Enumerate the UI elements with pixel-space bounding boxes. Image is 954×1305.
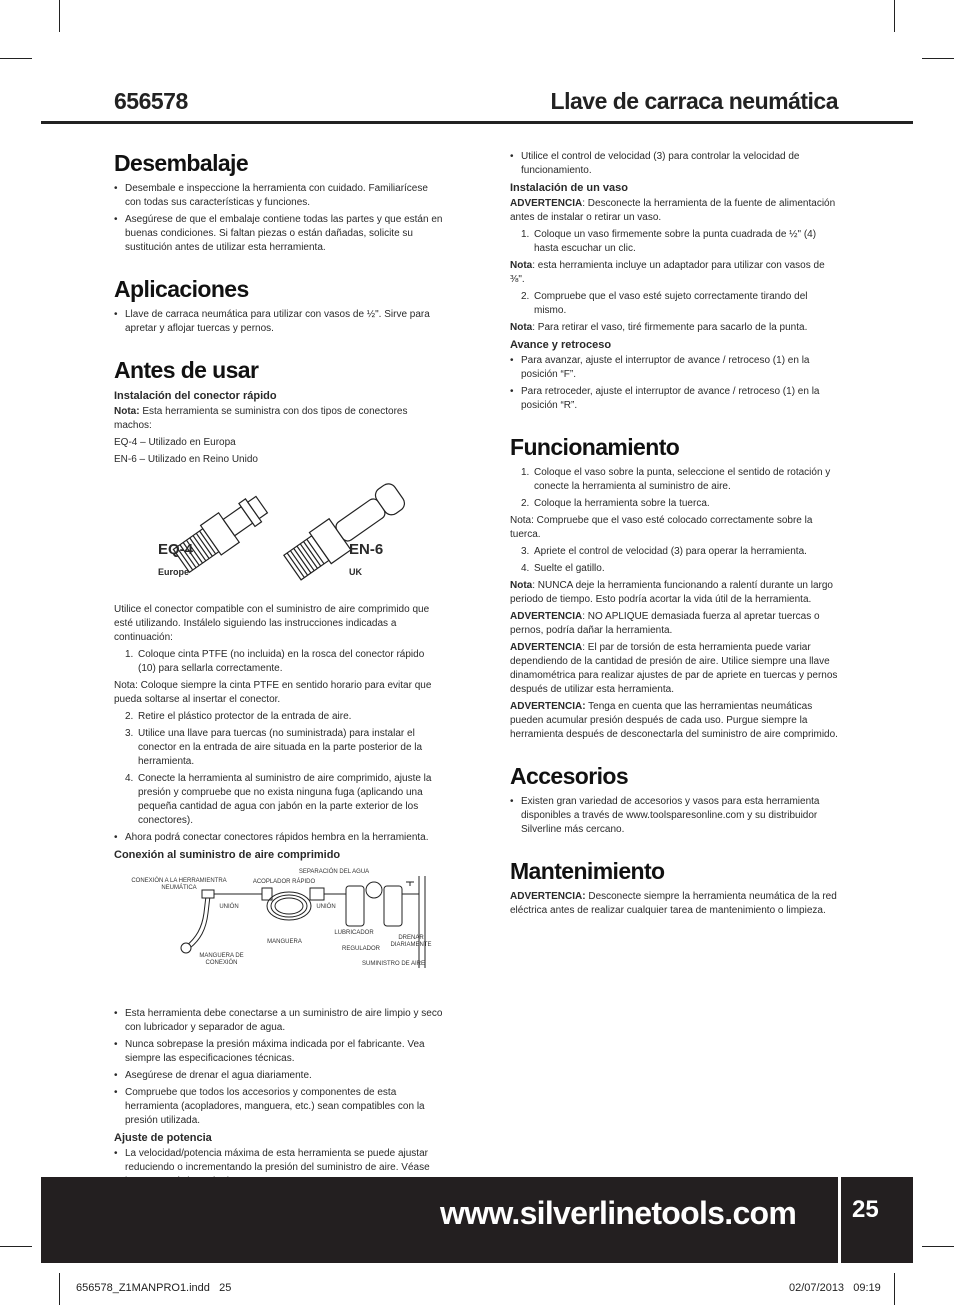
list-item: • Existen gran variedad de accesorios y vasos para esta herramienta disponibles a través de www.toolsparesonline.com y su distribuidor Silverline más cercano. <box>510 795 840 837</box>
en6-line: EN-6 – Utilizado en Reino Unido <box>114 454 258 465</box>
list-item: 3. Utilice una llave para tuercas (no suministrada) para instalar el conector en la entrada de aire situada en la parte posterior de la herramienta. <box>125 728 423 767</box>
heading-antes-de-usar: Antes de usar <box>114 357 259 383</box>
advertencia-mantenimiento: ADVERTENCIA: Desconecte siempre la herramienta neumática de la red eléctrica antes de realizar cualquier tarea de mantenimiento o limpieza. <box>510 891 837 916</box>
list-item: • Nunca sobrepase la presión máxima indicada por el fabricante. Vea siempre las especificaciones técnicas. <box>114 1038 444 1066</box>
date-slug: 02/07/2013 09:19 <box>789 1282 881 1294</box>
list-item: • Ahora podrá conectar conectores rápidos hembra en la herramienta. <box>114 831 444 845</box>
list-item: • Compruebe que todos los accesorios y componentes de esta herramienta (acopladores, manguera, etc.) sean compatibles con la presión utilizada. <box>114 1086 444 1128</box>
nota-vaso-tuerca: Nota: Compruebe que el vaso esté colocado correctamente sobre la tuerca. <box>510 515 813 540</box>
list-item: • Para avanzar, ajuste el interruptor de avance / retroceso (1) en la posición “F”. <box>510 354 840 382</box>
label-suministro: SUMINISTRO DE AIRE <box>361 961 425 967</box>
nota-adaptador: Nota: esta herramienta incluye un adaptador para utilizar con vasos de ⅜". <box>510 260 825 285</box>
eq4-label: EQ-4 <box>158 541 194 558</box>
aplicaciones-list <box>114 308 444 336</box>
heading-funcionamiento: Funcionamiento <box>510 434 680 460</box>
heading-desembalaje: Desembalaje <box>114 150 249 176</box>
crop-mark <box>59 1273 60 1305</box>
list-item: 1. Coloque cinta PTFE (no incluida) en la rosca del conector rápido (10) para sellarla correctamente. <box>125 649 425 674</box>
label-manguera: MANGUERA <box>267 939 302 945</box>
label-drenar: DRENAR DIARIAMENTE <box>390 935 432 948</box>
list-item: 3. Apriete el control de velocidad (3) para operar la herramienta. <box>521 546 807 557</box>
desembalaje-list <box>114 182 444 255</box>
speed-control-list <box>510 150 840 178</box>
air-supply-diagram <box>114 868 444 993</box>
subheading-vaso: Instalación de un vaso <box>510 182 628 194</box>
label-manguera-conexion: MANGUERA DE CONEXIÓN <box>199 953 244 966</box>
list-item: 2. Coloque la herramienta sobre la tuerca. <box>521 498 710 509</box>
list-item: • Utilice el control de velocidad (3) para controlar la velocidad de funcionamiento. <box>510 150 840 178</box>
crop-mark <box>0 1246 32 1247</box>
nota-conectores: Nota: Esta herramienta se suministra con dos tipos de conectores machos: <box>114 406 408 431</box>
connector-paragraph: Utilice el conector compatible con el suministro de aire comprimido que esté utilizando. Instálelo siguiendo las instrucciones indicadas a continuación: <box>114 604 430 643</box>
nota-ralenti: Nota: NUNCA deje la herramienta funcionando a ralentí durante un largo periodo de tiempo. Esto podría acortar la vida útil de la herramienta. <box>510 580 833 605</box>
list-item: • Asegúrese de drenar el agua diariamente. <box>114 1069 444 1083</box>
list-item: • Para retroceder, ajuste el interruptor de avance / retroceso (1) en la posición “R”. <box>510 385 840 413</box>
crop-mark <box>0 58 32 59</box>
label-separacion: SEPARACIÓN DEL AGUA <box>298 869 370 875</box>
crop-mark <box>59 0 60 32</box>
label-acoplador: ACOPLADOR RÁPIDO <box>252 879 316 885</box>
label-conexion: CONEXIÓN A LA HERRAMIENTRA NEUMÁTICA <box>131 878 227 891</box>
func-steps-b <box>510 545 840 576</box>
label-union-2: UNIÓN <box>316 904 336 910</box>
list-item: 1. Coloque el vaso sobre la punta, seleccione el sentido de rotación y conecte la herramienta al suministro de aire. <box>521 467 831 492</box>
left-column <box>114 150 444 1192</box>
nota-ptfe: Nota: Coloque siempre la cinta PTFE en sentido horario para evitar que pueda soltarse al insertar el conector. <box>114 680 432 705</box>
list-item: 4. Suelte el gatillo. <box>521 563 605 574</box>
crop-mark <box>894 1273 895 1305</box>
file-slug: 656578_Z1MANPRO1.indd 25 <box>76 1282 232 1294</box>
list-item: 1. Coloque un vaso firmemente sobre la punta cuadrada de ½" (4) hasta escuchar un clic. <box>521 229 817 254</box>
page-title: Llave de carraca neumática <box>550 88 838 114</box>
subheading-avance: Avance y retroceso <box>510 339 612 351</box>
subheading-conexion: Conexión al suministro de aire comprimido <box>114 849 341 861</box>
list-item: 4. Conecte la herramienta al suministro de aire comprimido, ajuste la presión y compruebe que no exista ninguna fuga (aplicando una pequeña cantidad de agua con jabón en la parte exterior de los conectores). <box>125 773 432 826</box>
vaso-step-2 <box>510 290 840 318</box>
crop-mark <box>922 58 954 59</box>
after-steps-list <box>114 831 444 845</box>
heading-aplicaciones: Aplicaciones <box>114 276 249 302</box>
list-item: • La velocidad/potencia máxima de esta herramienta se puede ajustar reduciendo o incrementando la presión del suministro de aire. Véase <box>114 1147 444 1189</box>
right-column <box>510 150 840 921</box>
en6-sublabel: UK <box>349 567 362 577</box>
advertencia-presion: ADVERTENCIA: Tenga en cuenta que las herramientas neumáticas pueden acumular presión después de cada uso. Purgue siempre la herramienta después de desconectarla del suministro de aire comprimido. <box>510 701 838 740</box>
subheading-conector-rapido: Instalación del conector rápido <box>114 390 277 402</box>
advertencia-fuerza: ADVERTENCIA: NO APLIQUE demasiada fuerza al apretar tuercas o pernos, podría dañar la herramienta. <box>510 611 820 636</box>
header-rule <box>41 121 913 124</box>
heading-mantenimiento: Mantenimiento <box>510 858 665 884</box>
eq4-sublabel: Europe <box>158 567 190 577</box>
model-number: 656578 <box>114 88 188 114</box>
crop-mark <box>922 1246 954 1247</box>
list-item: 2. Compruebe que el vaso esté sujeto correctamente tirando del mismo. <box>521 291 808 316</box>
crop-mark <box>894 0 895 32</box>
steps-list-2 <box>114 710 444 828</box>
air-supply-list <box>114 1007 444 1128</box>
list-item: • Desembale e inspeccione la herramienta con cuidado. Familiarícese con todas sus características y funciones. <box>114 182 444 210</box>
advertencia-par: ADVERTENCIA: El par de torsión de esta herramienta puede variar dependiendo de la cantidad de presión de aire. Utilice siempre una llave dinamométrica para realizar ajustes de par de apriete en tuercas y pernos después de utilizar esta herramienta. <box>510 642 838 695</box>
label-regulador: REGULADOR <box>341 946 380 952</box>
en6-label: EN-6 <box>349 541 384 558</box>
list-item: • Esta herramienta debe conectarse a un suministro de aire limpio y seco con lubricador y separador de agua. <box>114 1007 444 1035</box>
website-link[interactable]: www.silverlinetools.com <box>440 1195 797 1231</box>
subheading-ajuste: Ajuste de potencia <box>114 1132 212 1144</box>
accesorios-list <box>510 795 840 837</box>
label-lubricador: LUBRICADOR <box>334 930 374 936</box>
list-item: • Llave de carraca neumática para utilizar con vasos de ½". Sirve para apretar y aflojar tuercas y pernos. <box>114 308 444 336</box>
list-item: 2. Retire el plástico protector de la entrada de aire. <box>125 711 352 722</box>
page-number: 25 <box>852 1196 879 1223</box>
avance-list <box>510 354 840 413</box>
vaso-step-1 <box>510 228 840 256</box>
steps-list-1 <box>114 648 444 676</box>
heading-accesorios: Accesorios <box>510 763 629 789</box>
page-divider <box>838 1177 841 1263</box>
label-union-1: UNIÓN <box>219 904 239 910</box>
list-item: • Asegúrese de que el embalaje contiene todas las partes y que están en buenas condiciones. Si faltan piezas o están dañadas, solicite su sustitución antes de utilizar esta herramienta. <box>114 213 444 255</box>
nota-retirar: Nota: Para retirar el vaso, tiré firmemente para sacarlo de la punta. <box>510 322 808 333</box>
func-steps-a <box>510 466 840 511</box>
advertencia-vaso: ADVERTENCIA: Desconecte la herramienta de la fuente de alimentación antes de instalar o retirar un vaso. <box>510 198 836 223</box>
eq4-line: EQ-4 – Utilizado en Europa <box>114 437 236 448</box>
connector-figure <box>114 473 444 593</box>
